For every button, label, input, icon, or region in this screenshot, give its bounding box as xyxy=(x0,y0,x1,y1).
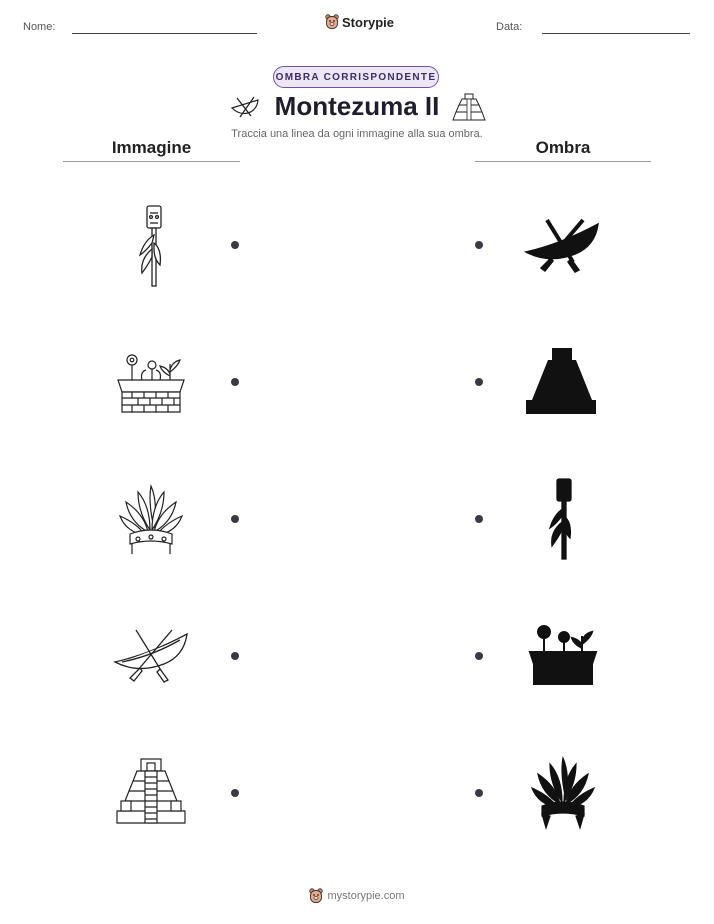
right-dot-5[interactable] xyxy=(475,789,483,797)
pyramid-silhouette xyxy=(522,346,602,416)
left-dot-1[interactable] xyxy=(231,241,239,249)
footer xyxy=(0,888,714,904)
page-title: Montezuma II xyxy=(274,91,440,121)
instructions: Traccia una linea da ogni immagine alla sua ombra. xyxy=(231,128,483,140)
bear-mascot-icon xyxy=(309,888,323,904)
right-dot-1[interactable] xyxy=(475,241,483,249)
column-underline-shadow xyxy=(475,161,651,162)
feather-headdress-image xyxy=(116,482,186,558)
right-dot-3[interactable] xyxy=(475,515,483,523)
planter-silhouette xyxy=(526,622,600,688)
date-line[interactable] xyxy=(542,33,690,34)
right-dot-2[interactable] xyxy=(475,378,483,386)
totem-staff-image xyxy=(128,203,178,289)
name-line[interactable] xyxy=(72,33,257,34)
name-label: Nome: xyxy=(23,21,56,33)
left-dot-4[interactable] xyxy=(231,652,239,660)
step-pyramid-image xyxy=(111,757,191,827)
pyramid-decoration-icon xyxy=(452,92,486,122)
activity-badge: OMBRA CORRISPONDENTE xyxy=(273,66,439,88)
headdress-silhouette xyxy=(528,754,598,830)
footer-url: mystorypie.com xyxy=(327,890,405,902)
canoe-paddles-image xyxy=(112,626,190,684)
brand-name: Storypie xyxy=(342,14,395,30)
column-underline-image xyxy=(63,161,240,162)
left-dot-5[interactable] xyxy=(231,789,239,797)
brand-logo xyxy=(325,14,394,30)
bear-mascot-icon xyxy=(325,14,339,30)
column-heading-image: Immagine xyxy=(111,138,192,157)
totem-staff-silhouette xyxy=(538,476,588,562)
canoe-silhouette xyxy=(523,216,603,274)
left-dot-3[interactable] xyxy=(231,515,239,523)
right-dot-4[interactable] xyxy=(475,652,483,660)
left-dot-2[interactable] xyxy=(231,378,239,386)
column-heading-shadow: Ombra xyxy=(535,138,591,157)
flower-planter-image xyxy=(114,350,188,416)
date-label: Data: xyxy=(496,21,523,33)
